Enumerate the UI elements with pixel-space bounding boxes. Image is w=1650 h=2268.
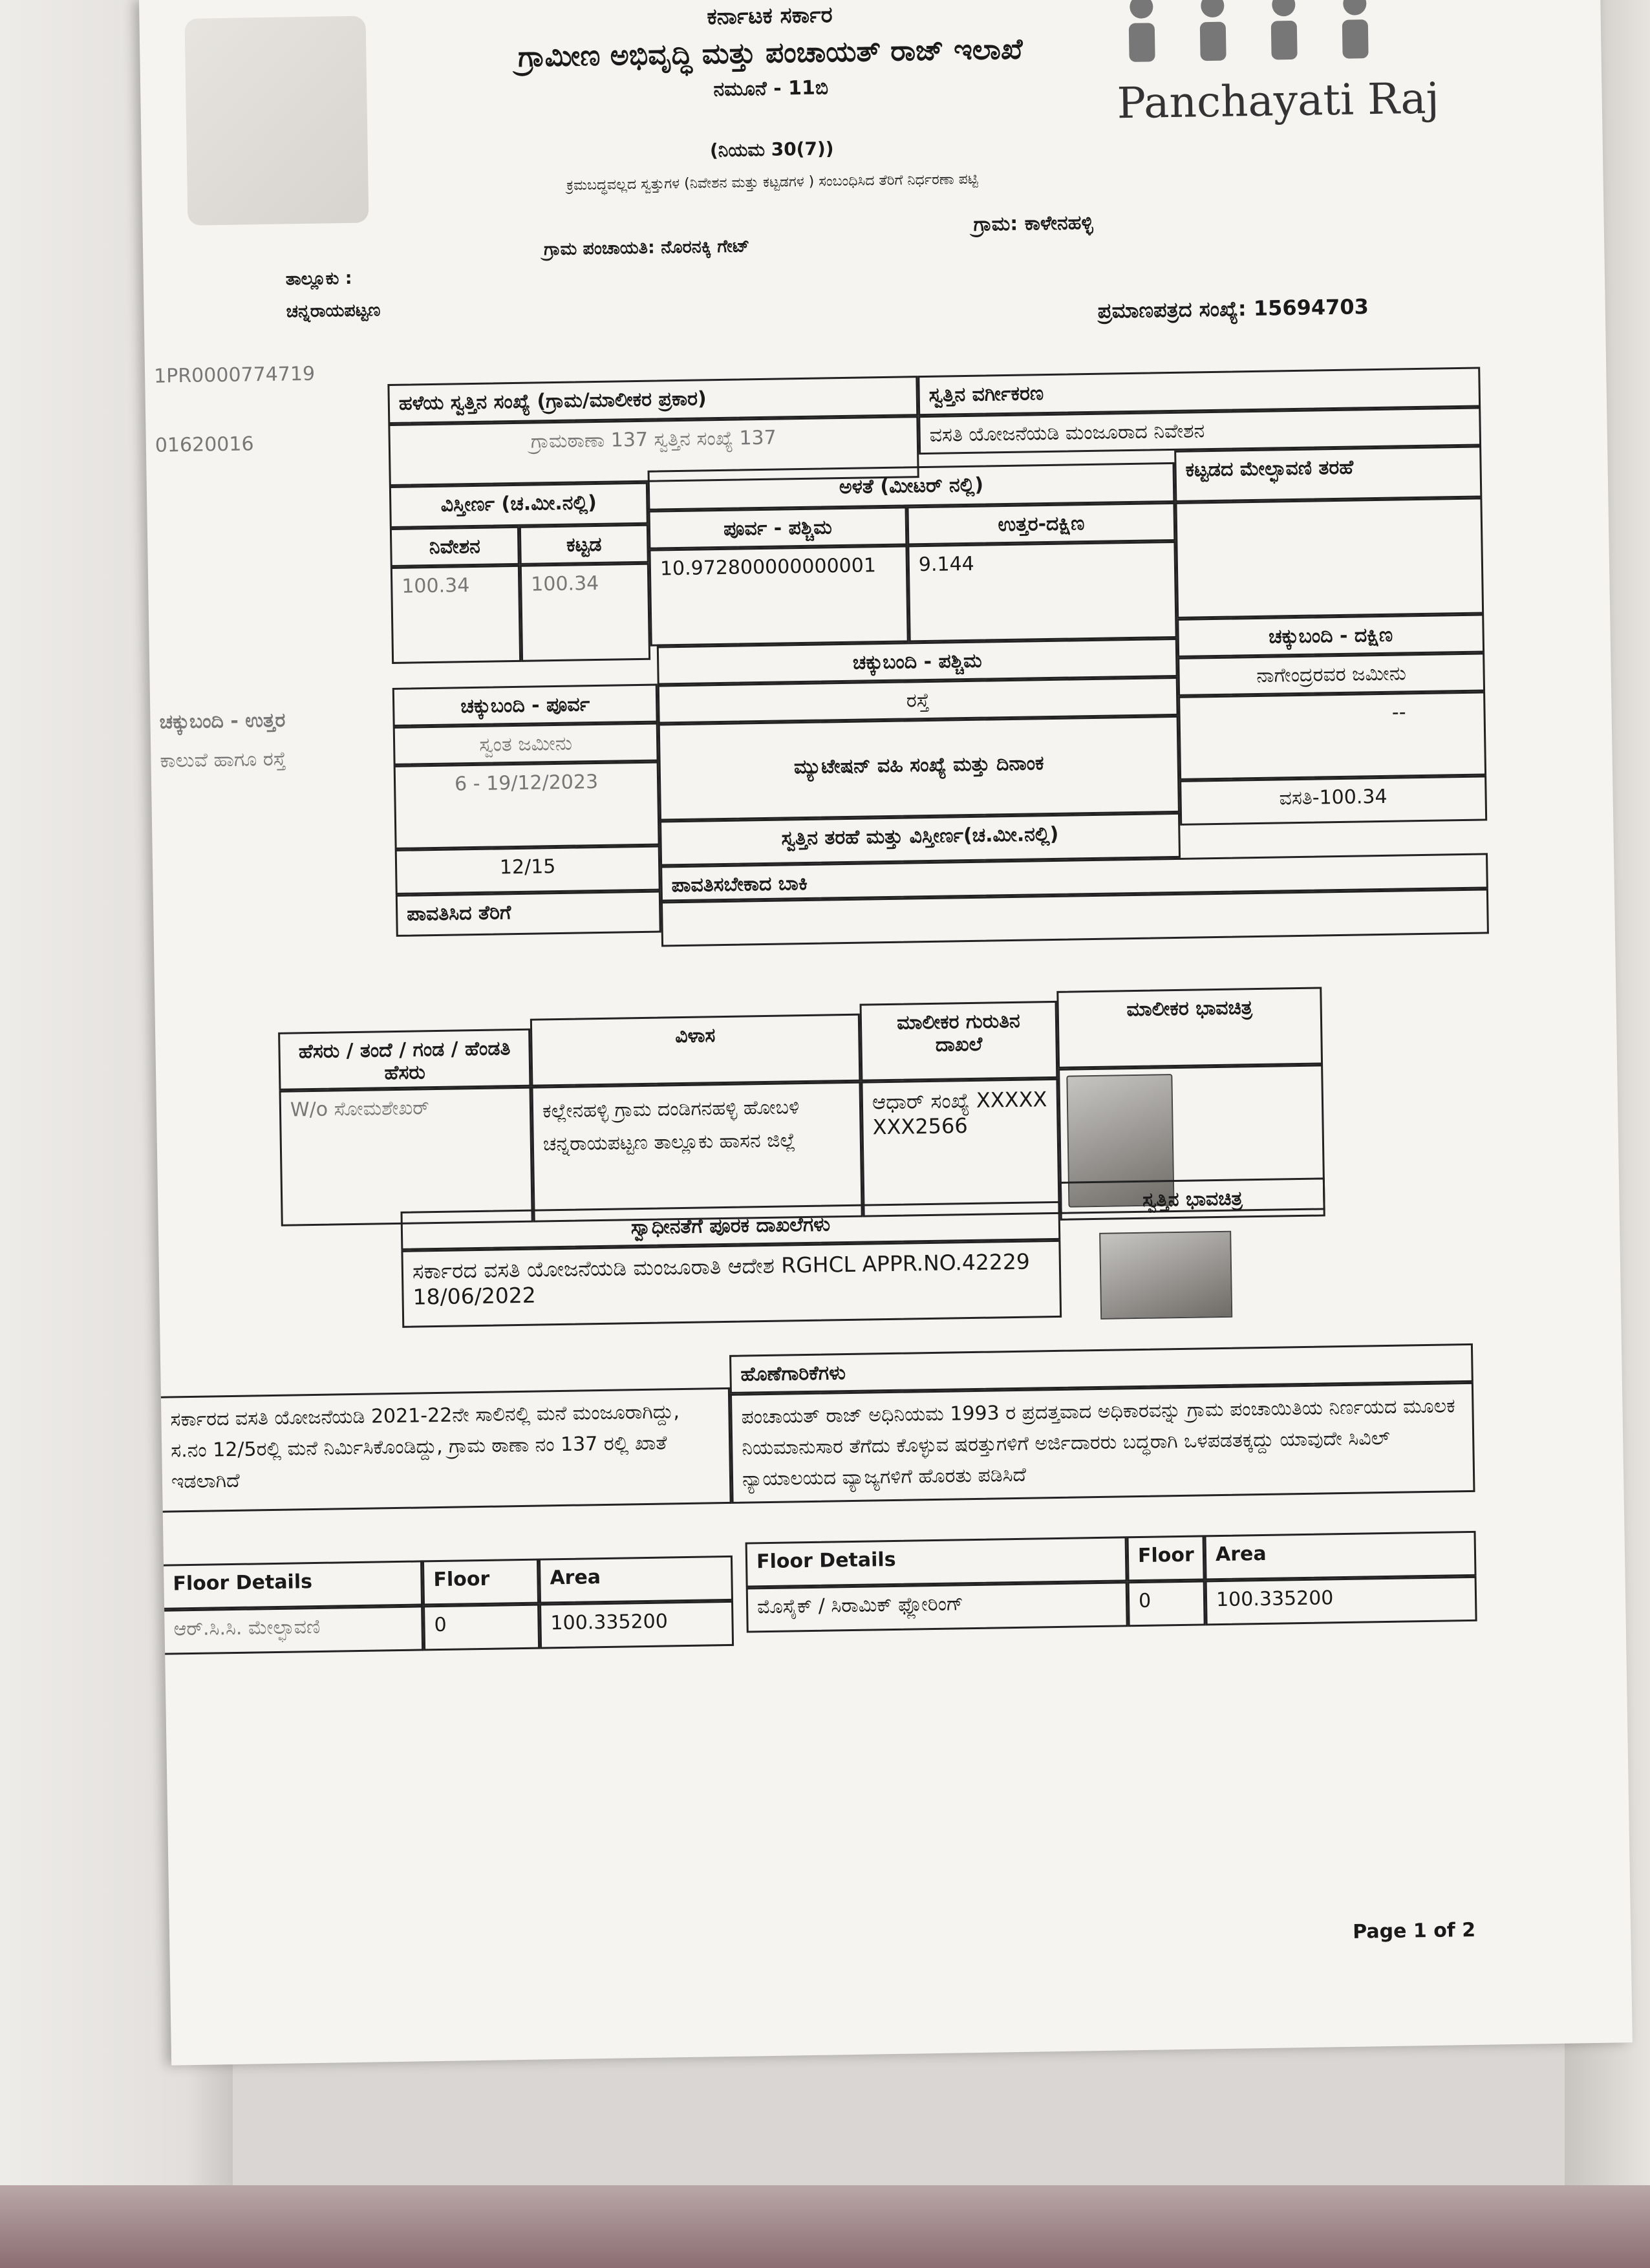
- north-south-label: ಉತ್ತರ-ದಕ್ಷಿಣ: [906, 502, 1175, 546]
- remarks-text: ಸರ್ಕಾರದ ವಸತಿ ಯೋಜನೆಯಡಿ 2021-22ನೇ ಸಾಲಿನಲ್ಲಿ ಮನೆ ಮಂಜೂರಾಗಿದ್ದು, ಸ.ನಂ 12/5ರಲ್ಲಿ ಮನೆ ನಿರ್ಮಿಸಿಕೊಂಡಿದ್ದು, ಗ್ರಾಮ ಠಾಣಾ ನಂ 137 ರಲ್ಲಿ ಖಾತೆ ಇಡಲಾಗಿದೆ: [161, 1387, 732, 1513]
- site-area: 100.34: [391, 565, 521, 664]
- property-photo-label: ಸ್ವತ್ತಿನ ಭಾವಚಿತ್ರ: [1060, 1177, 1325, 1220]
- east-boundary-label: ಚಕ್ಕುಬಂದಿ - ಪೂರ್ವ: [392, 684, 658, 727]
- left-floor-details-label: Floor Details: [164, 1560, 423, 1609]
- type-area-value: ವಸತಿ-100.34: [1179, 775, 1487, 825]
- right-floor-type: ಮೊಸೈಕ್ / ಸಿರಾಮಿಕ್ ಫ್ಲೋರಿಂಗ್: [746, 1581, 1128, 1632]
- right-floor-label: Floor: [1127, 1535, 1205, 1581]
- department-title: ಗ್ರಾಮೀಣ ಅಭಿವೃದ್ಧಿ ಮತ್ತು ಪಂಚಾಯತ್ ರಾಜ್ ಇಲಾಖೆ: [517, 32, 1023, 74]
- north-boundary-value: ಕಾಲುವೆ ಹಾಗೂ ರಸ್ತೆ: [160, 747, 286, 773]
- dash-value: --: [1178, 691, 1486, 780]
- east-west-label: ಪೂರ್ವ - ಪಶ್ಚಿಮ: [648, 506, 908, 549]
- page-number: Page 1 of 2: [1352, 1918, 1476, 1943]
- balance-label: ಪಾವತಿಸಬೇಕಾದ ಬಾಕಿ: [660, 853, 1488, 901]
- tax-value: 12/15: [395, 846, 661, 895]
- gram-panchayat: ಗ್ರಾಮ ಪಂಚಾಯತಿ: ನೊರನಕ್ಕಿ ಗೇಟ್: [543, 236, 750, 260]
- old-number-label: ಹಳೆಯ ಸ್ವತ್ತಿನ ಸಂಖ್ಯೆ (ಗ್ರಾಮ/ಮಾಲೀಕರ ಪ್ರಕಾರ): [387, 376, 918, 424]
- left-floor-value: 0: [423, 1604, 540, 1651]
- construction-type-label: ಕಟ್ಟಡದ ಮೇಲ್ಛಾವಣಿ ತರಹೆ: [1174, 445, 1482, 502]
- type-area-label: ಸ್ವತ್ತಿನ ತರಹೆ ಮತ್ತು ವಿಸ್ತೀರ್ಣ(ಚ.ಮೀ.ನಲ್ಲಿ): [659, 813, 1181, 866]
- form-subtitle: ಕ್ರಮಬದ್ಧವಲ್ಲದ ಸ್ವತ್ತುಗಳ (ನಿವೇಶನ ಮತ್ತು ಕಟ್ಟಡಗಳ ) ಸಂಬಂಧಿಸಿದ ತೆರಿಗೆ ನಿರ್ಧರಣಾ ಪಟ್ಟಿ: [566, 171, 978, 194]
- left-area-label: Area: [539, 1556, 733, 1604]
- property-code: 01620016: [155, 433, 254, 457]
- construction-type-value: [1175, 497, 1484, 618]
- property-id: 1PR0000774719: [153, 362, 316, 388]
- documents-title: ಸ್ವಾಧೀನತೆಗೆ ಪೂರಕ ದಾಖಲೆಗಳು: [400, 1201, 1060, 1250]
- west-boundary-label: ಚಕ್ಕುಬಂದಿ - ಪಶ್ಚಿಮ: [657, 638, 1178, 685]
- area-label: ವಿಸ್ತೀರ್ಣ (ಚ.ಮೀ.ನಲ್ಲಿ): [389, 482, 648, 528]
- taluk-label: ತಾಲ್ಲೂಕು :: [285, 268, 352, 290]
- south-boundary-label: ಚಕ್ಕುಬಂದಿ - ದಕ್ಷಿಣ: [1177, 614, 1484, 657]
- form-number: ನಮೂನೆ - 11ಬಿ: [713, 76, 829, 102]
- mutation-label: ಮ್ಯುಟೇಷನ್ ವಹಿ ಸಂಖ್ಯೆ ಮತ್ತು ದಿನಾಂಕ: [658, 716, 1180, 821]
- left-area-value: 100.335200: [539, 1601, 734, 1649]
- site-label: ನಿವೇಶನ: [390, 526, 520, 567]
- document-page: [139, 0, 1633, 2066]
- north-south-value: 9.144: [907, 541, 1177, 643]
- brand-name: Panchayati Raj: [1117, 73, 1440, 129]
- right-area-label: Area: [1204, 1531, 1476, 1581]
- south-boundary-value: ನಾಗೇಂದ್ರರವರ ಜಮೀನು: [1177, 652, 1485, 696]
- certificate-number: ಪ್ರಮಾಣಪತ್ರದ ಸಂಖ್ಯೆ: 15694703: [1097, 294, 1369, 323]
- dimension-label: ಅಳತೆ (ಮೀಟರ್ ನಲ್ಲಿ): [648, 462, 1175, 511]
- address-label: ವಿಳಾಸ: [530, 1014, 861, 1087]
- property-photo: [1099, 1231, 1232, 1320]
- east-west-value: 10.972800000000001: [648, 545, 908, 646]
- building-area: 100.34: [520, 563, 650, 662]
- tax-paid-label: ಪಾವತಿಸಿದ ತೆರಿಗೆ: [396, 890, 661, 936]
- owner-photo-label: ಮಾಲೀಕರ ಭಾವಚಿತ್ರ: [1056, 987, 1323, 1068]
- old-number: ಗ್ರಾಮಠಾಣಾ 137 ಸ್ವತ್ತಿನ ಸಂಖ್ಯೆ 137: [388, 416, 919, 486]
- responsibility-label: ಹೊಣೆಗಾರಿಕೆಗಳು: [729, 1343, 1473, 1394]
- rule-number: (ನಿಯಮ 30(7)): [709, 138, 834, 162]
- id-document-label: ಮಾಲೀಕರ ಗುರುತಿನ ದಾಖಲೆ: [860, 1001, 1058, 1082]
- east-boundary-value: ಸ್ವಂತ ಜಮೀನು: [393, 723, 659, 765]
- building-label: ಕಟ್ಟಡ: [519, 524, 649, 565]
- right-floor-details-label: Floor Details: [745, 1536, 1128, 1587]
- right-area-value: 100.335200: [1205, 1576, 1477, 1626]
- owner-address: ಕಲ್ಲೇನಹಳ್ಳಿ ಗ್ರಾಮ ದಂಡಿಗನಹಳ್ಳಿ ಹೋಬಳಿ ಚನ್ನರಾಯಪಟ್ಟಣ ತಾಲ್ಲೂಕು ಹಾಸನ ಜಿಲ್ಲೆ: [531, 1082, 862, 1223]
- left-floor-label: Floor: [422, 1559, 539, 1606]
- mutation-value: 6 - 19/12/2023: [394, 762, 660, 850]
- village: ಗ್ರಾಮ: ಕಾಳೇನಹಳ್ಳಿ: [973, 211, 1093, 236]
- north-boundary-label: ಚಕ್ಕುಬಂದಿ - ಉತ್ತರ: [159, 709, 286, 734]
- classification: ವಸತಿ ಯೋಜನೆಯಡಿ ಮಂಜೂರಾದ ನಿವೇಶನ: [918, 407, 1481, 455]
- owner-id-document: ಆಧಾರ್ ಸಂಖ್ಯೆ XXXXXXXX2566: [861, 1078, 1060, 1217]
- classification-label: ಸ್ವತ್ತಿನ ವರ್ಗೀಕರಣ: [917, 367, 1481, 416]
- right-floor-value: 0: [1128, 1580, 1206, 1627]
- taluk: ಚನ್ನರಾಯಪಟ್ಟಣ: [286, 300, 381, 322]
- left-floor-type: ಆರ್.ಸಿ.ಸಿ. ಮೇಲ್ಛಾವಣಿ: [164, 1605, 423, 1654]
- owner-name-label: ಹೆಸರು / ತಂದೆ / ಗಂಡ / ಹೆಂಡತಿ ಹೆಸರು: [278, 1029, 531, 1091]
- owner-relation: W/o ಸೋಮಶೇಖರ್: [279, 1087, 533, 1226]
- folder-edge: [0, 2185, 1650, 2268]
- documents-text: ಸರ್ಕಾರದ ವಸತಿ ಯೋಜನೆಯಡಿ ಮಂಜೂರಾತಿ ಆದೇಶ RGHCL APPR.NO.42229 18/06/2022: [401, 1240, 1062, 1328]
- government-title: ಕರ್ನಾಟಕ ಸರ್ಕಾರ: [707, 2, 833, 30]
- west-boundary-value: ರಸ್ತೆ: [658, 677, 1179, 724]
- responsibility-text: ಪಂಚಾಯತ್ ರಾಜ್ ಅಧಿನಿಯಮ 1993 ರ ಪ್ರದತ್ತವಾದ ಅಧಿಕಾರವನ್ನು ಗ್ರಾಮ ಪಂಚಾಯಿತಿಯ ನಿರ್ಣಯದ ಮೂಲಕ ನಿಯಮಾನುಸಾರ ತೆಗೆದು ಕೊಳ್ಳುವ ಷರತ್ತುಗಳಿಗೆ ಅರ್ಜಿದಾರರು ಬದ್ಧರಾಗಿ ಒಳಪಡತಕ್ಕದ್ದು ಯಾವುದೇ ಸಿವಿಲ್ ನ್ಯಾಯಾಲಯದ ವ್ಯಾಜ್ಯಗಳಿಗೆ ಹೊರತು ಪಡಿಸಿದೆ: [730, 1382, 1475, 1504]
